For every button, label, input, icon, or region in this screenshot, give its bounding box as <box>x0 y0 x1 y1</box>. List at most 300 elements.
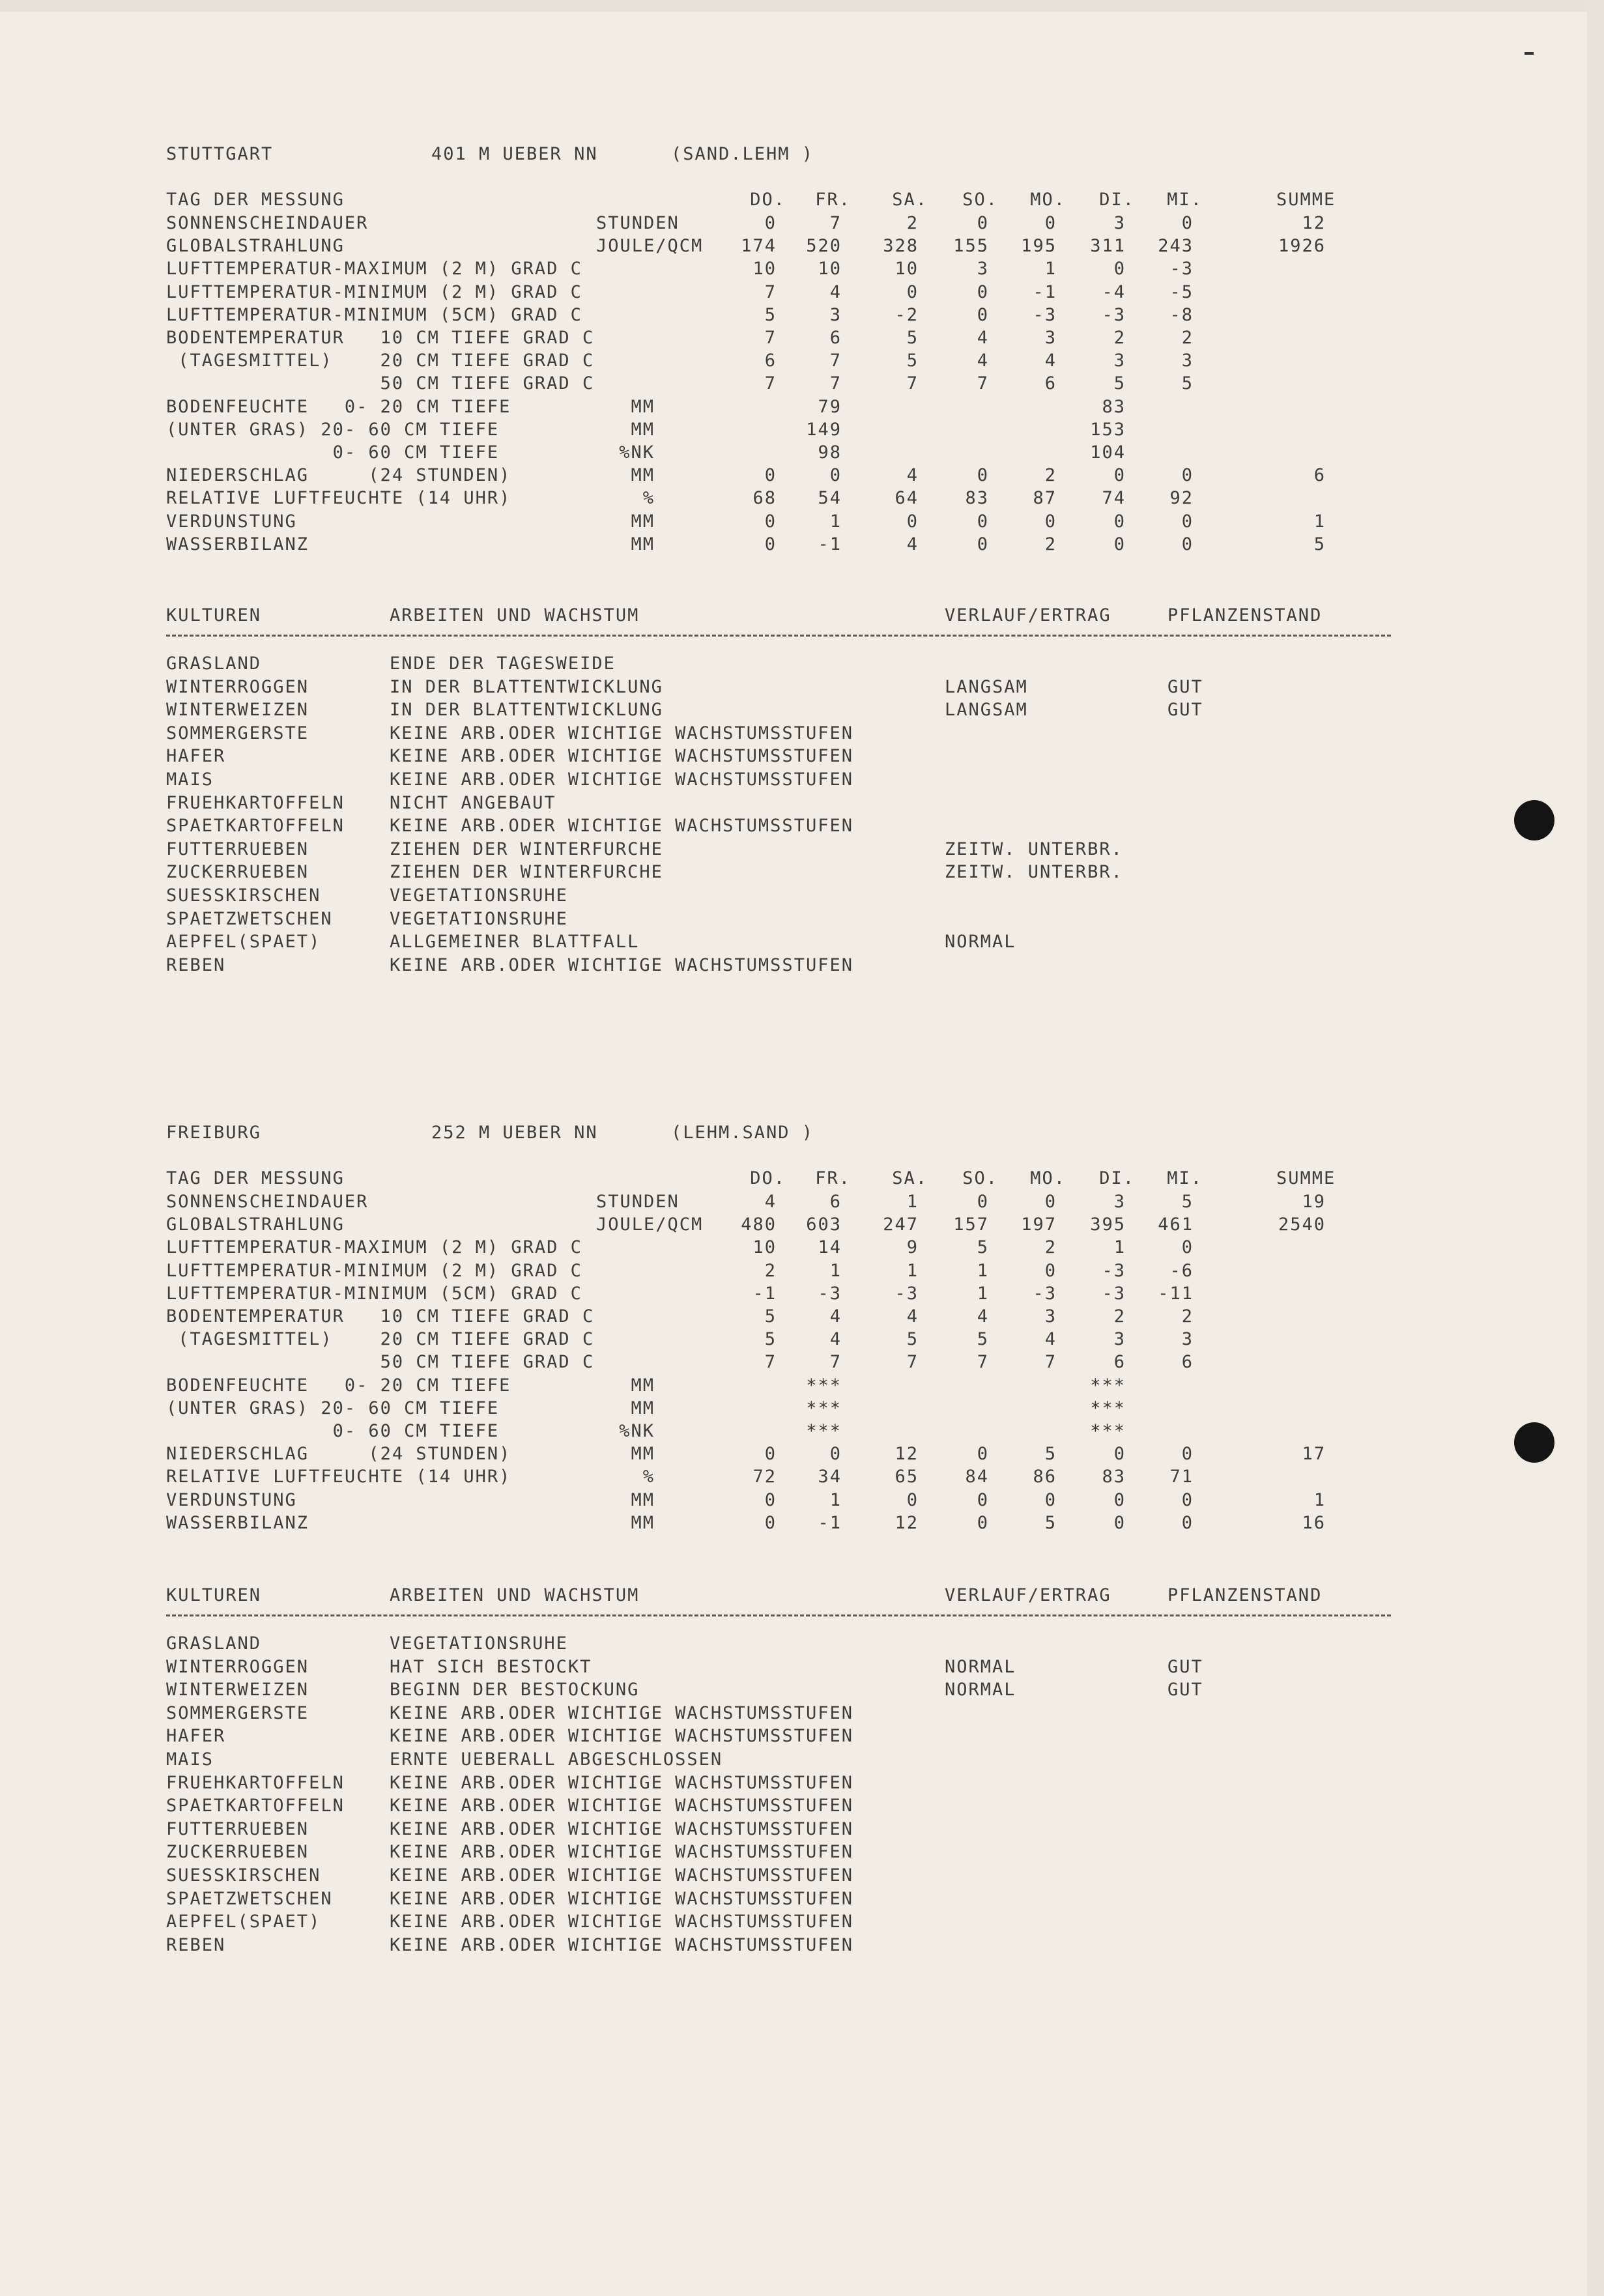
kultur-work: IN DER BLATTENTWICKLUNG <box>390 700 663 720</box>
kulturen-col-work: ARBEITEN UND WACHSTUM <box>390 605 640 625</box>
kulturen-col-verlauf: VERLAUF/ERTRAG <box>945 1585 1111 1605</box>
measurement-row <box>0 258 1604 280</box>
measurement-value: 3 <box>977 259 989 279</box>
measurement-value: 1 <box>829 1261 842 1281</box>
kultur-work: KEINE ARB.ODER WICHTIGE WACHSTUMSSTUFEN <box>390 1773 853 1793</box>
measurement-value: 0 <box>829 465 842 485</box>
measurement-label: VERDUNSTUNG <box>166 1490 297 1510</box>
measurement-row <box>0 487 1604 509</box>
measurement-value: 7 <box>764 328 777 348</box>
measurement-value: 54 <box>818 488 842 508</box>
measurement-value: 0 <box>906 1490 919 1510</box>
measurement-unit: MM <box>631 1398 655 1418</box>
measurement-value: 0 <box>977 282 989 302</box>
measurement-label: LUFTTEMPERATUR-MINIMUM (2 M) GRAD C <box>166 282 582 302</box>
page-top-edge <box>0 0 1604 12</box>
measurement-value: 2 <box>1113 328 1126 348</box>
measurement-value: 7 <box>906 373 919 394</box>
measurement-label: VERDUNSTUNG <box>166 511 297 532</box>
measurement-value: *** <box>1090 1421 1126 1441</box>
measurement-label: (TAGESMITTEL) 20 CM TIEFE GRAD C <box>166 1329 595 1349</box>
measurement-value: 0 <box>1113 511 1126 532</box>
kultur-row <box>0 908 1604 930</box>
measurement-value: 3 <box>1113 1329 1126 1349</box>
measurement-value: -5 <box>1169 282 1194 302</box>
measurement-row <box>0 1237 1604 1259</box>
measurement-row <box>0 511 1604 533</box>
measurement-value: 83 <box>965 488 989 508</box>
measurement-value: 87 <box>1033 488 1057 508</box>
measurement-unit: MM <box>631 1490 655 1510</box>
measurement-value: 5 <box>906 1329 919 1349</box>
measurement-row <box>0 373 1604 395</box>
measurement-value: 7 <box>977 1352 989 1372</box>
measurement-unit: MM <box>631 420 655 440</box>
measurement-value: 65 <box>895 1467 919 1487</box>
measurement-label: BODENTEMPERATUR 10 CM TIEFE GRAD C <box>166 1306 595 1327</box>
measurement-sum: 19 <box>1302 1192 1326 1212</box>
measurement-value: 395 <box>1090 1214 1126 1235</box>
measurement-value: 5 <box>977 1329 989 1349</box>
measurement-value: 4 <box>829 1306 842 1327</box>
measurement-unit: JOULE/QCM <box>596 236 704 256</box>
measurement-row <box>0 1398 1604 1420</box>
measurement-value: 14 <box>818 1237 842 1257</box>
measurement-label: (UNTER GRAS) 20- 60 CM TIEFE <box>166 420 500 440</box>
measurement-value: 520 <box>806 236 842 256</box>
measurement-value: 0 <box>977 213 989 233</box>
measurement-value: 2 <box>764 1261 777 1281</box>
measurement-value: 12 <box>895 1444 919 1464</box>
measurement-value: 1 <box>906 1192 919 1212</box>
measurement-label: BODENTEMPERATUR 10 CM TIEFE GRAD C <box>166 328 595 348</box>
kultur-crop: REBEN <box>166 1935 226 1955</box>
measurement-row <box>0 1375 1604 1397</box>
measurement-value: -6 <box>1169 1261 1194 1281</box>
measurement-value: -2 <box>895 305 919 325</box>
kultur-row <box>0 1888 1604 1910</box>
measurement-unit: MM <box>631 397 655 417</box>
measurement-value: 0 <box>977 511 989 532</box>
kultur-verlauf: NORMAL <box>945 1680 1016 1700</box>
measurement-value: -3 <box>1102 305 1126 325</box>
measurement-value: 0 <box>977 1192 989 1212</box>
measurement-value: 1 <box>1044 259 1057 279</box>
kultur-row <box>0 1702 1604 1725</box>
kultur-work: ZIEHEN DER WINTERFURCHE <box>390 862 663 882</box>
station-header <box>0 143 1604 165</box>
kulturen-header-row <box>0 1585 1604 1607</box>
measurement-value: 5 <box>1181 1192 1194 1212</box>
measurement-value: 1 <box>829 1490 842 1510</box>
measurement-value: 0 <box>977 305 989 325</box>
measurement-sum: 2540 <box>1278 1214 1326 1235</box>
measurement-label: SONNENSCHEINDAUER <box>166 1192 369 1212</box>
measurement-value: 10 <box>752 1237 777 1257</box>
kultur-row <box>0 1749 1604 1771</box>
measurement-value: 149 <box>806 420 842 440</box>
kultur-crop: GRASLAND <box>166 653 262 674</box>
kulturen-col-verlauf: VERLAUF/ERTRAG <box>945 605 1111 625</box>
kultur-row <box>0 839 1604 861</box>
measurement-value: 0 <box>1044 1490 1057 1510</box>
measurement-value: 0 <box>977 465 989 485</box>
measurement-value: 92 <box>1169 488 1194 508</box>
measurement-value: 74 <box>1102 488 1126 508</box>
station-name: FREIBURG <box>166 1123 262 1143</box>
measurement-sum: 1 <box>1313 511 1326 532</box>
measurement-value: 72 <box>752 1467 777 1487</box>
kultur-crop: HAFER <box>166 746 226 766</box>
measurement-label: 0- 60 CM TIEFE <box>166 442 500 463</box>
kulturen-col-crop: KULTUREN <box>166 605 262 625</box>
measurement-label: LUFTTEMPERATUR-MINIMUM (5CM) GRAD C <box>166 305 582 325</box>
measurement-label: LUFTTEMPERATUR-MAXIMUM (2 M) GRAD C <box>166 1237 582 1257</box>
measurement-value: 5 <box>906 351 919 371</box>
kultur-stand: GUT <box>1167 1657 1203 1677</box>
measurement-value: 2 <box>1044 534 1057 554</box>
kultur-row <box>0 676 1604 698</box>
measurement-value: -1 <box>818 1513 842 1533</box>
measurement-value: 0 <box>1044 213 1057 233</box>
station-soil: (SAND.LEHM ) <box>671 144 814 164</box>
kultur-crop: MAIS <box>166 1749 214 1770</box>
measurement-value: 5 <box>1113 373 1126 394</box>
measurement-value: -3 <box>1169 259 1194 279</box>
dashed-divider <box>166 1614 1391 1616</box>
measurement-value: 4 <box>764 1192 777 1212</box>
measurement-value: -3 <box>1102 1284 1126 1304</box>
kultur-crop: ZUCKERRUEBEN <box>166 1842 309 1862</box>
kultur-row <box>0 931 1604 953</box>
measurement-value: 3 <box>1181 1329 1194 1349</box>
kulturen-col-stand: PFLANZENSTAND <box>1167 1585 1323 1605</box>
measurement-value: 2 <box>1113 1306 1126 1327</box>
kultur-verlauf: ZEITW. UNTERBR. <box>945 862 1123 882</box>
day-label: DO. <box>750 190 786 210</box>
measurement-unit: MM <box>631 1375 655 1396</box>
kultur-verlauf: LANGSAM <box>945 700 1028 720</box>
measurement-label: GLOBALSTRAHLUNG <box>166 1214 345 1235</box>
measurement-value: 4 <box>1044 351 1057 371</box>
kultur-row <box>0 885 1604 907</box>
kultur-row <box>0 861 1604 883</box>
kultur-work: KEINE ARB.ODER WICHTIGE WACHSTUMSSTUFEN <box>390 723 853 743</box>
measurement-value: 0 <box>764 465 777 485</box>
kultur-work: KEINE ARB.ODER WICHTIGE WACHSTUMSSTUFEN <box>390 816 853 836</box>
measurement-value: 0 <box>764 1444 777 1464</box>
measurement-value: 0 <box>906 282 919 302</box>
measurement-value: 480 <box>741 1214 777 1235</box>
measurement-unit: MM <box>631 465 655 485</box>
day-row-label: TAG DER MESSUNG <box>166 1168 345 1188</box>
measurement-sum: 5 <box>1313 534 1326 554</box>
day-label: SA. <box>892 190 928 210</box>
kultur-work: KEINE ARB.ODER WICHTIGE WACHSTUMSSTUFEN <box>390 1703 853 1723</box>
measurement-value: 1 <box>977 1284 989 1304</box>
measurement-label: 50 CM TIEFE GRAD C <box>166 1352 595 1372</box>
kultur-row <box>0 769 1604 791</box>
margin-mark <box>1525 52 1534 55</box>
day-label: SA. <box>892 1168 928 1188</box>
measurement-label: LUFTTEMPERATUR-MINIMUM (5CM) GRAD C <box>166 1284 582 1304</box>
measurement-row <box>0 1443 1604 1465</box>
day-label: FR. <box>815 1168 851 1188</box>
measurement-value: -11 <box>1158 1284 1194 1304</box>
kultur-row <box>0 1841 1604 1863</box>
measurement-value: 0 <box>1181 1237 1194 1257</box>
measurement-value: 243 <box>1158 236 1194 256</box>
day-label: DO. <box>750 1168 786 1188</box>
measurement-value: 7 <box>1044 1352 1057 1372</box>
measurement-value: 4 <box>906 465 919 485</box>
measurement-value: 5 <box>764 1329 777 1349</box>
measurement-unit: % <box>642 488 655 508</box>
measurement-value: -3 <box>818 1284 842 1304</box>
measurement-value: -4 <box>1102 282 1126 302</box>
kultur-work: KEINE ARB.ODER WICHTIGE WACHSTUMSSTUFEN <box>390 1819 853 1839</box>
kulturen-col-work: ARBEITEN UND WACHSTUM <box>390 1585 640 1605</box>
kultur-stand: GUT <box>1167 700 1203 720</box>
measurement-value: 2 <box>1044 1237 1057 1257</box>
measurement-value: 157 <box>953 1214 989 1235</box>
measurement-value: 3 <box>1113 213 1126 233</box>
kultur-work: KEINE ARB.ODER WICHTIGE WACHSTUMSSTUFEN <box>390 955 853 975</box>
kultur-row <box>0 745 1604 768</box>
measurement-row <box>0 281 1604 304</box>
kultur-crop: FRUEHKARTOFFELN <box>166 793 345 813</box>
measurement-row <box>0 304 1604 326</box>
measurement-value: 2 <box>1044 465 1057 485</box>
kultur-work: VEGETATIONSRUHE <box>390 909 568 929</box>
measurement-sum: 12 <box>1302 213 1326 233</box>
measurement-sum: 16 <box>1302 1513 1326 1533</box>
measurement-value: -3 <box>895 1284 919 1304</box>
measurement-value: 3 <box>1044 1306 1057 1327</box>
measurement-row <box>0 1351 1604 1373</box>
measurement-value: 1 <box>1113 1237 1126 1257</box>
measurement-value: 7 <box>829 373 842 394</box>
kultur-work: KEINE ARB.ODER WICHTIGE WACHSTUMSSTUFEN <box>390 1889 853 1909</box>
kultur-row <box>0 723 1604 745</box>
measurement-value: 5 <box>764 1306 777 1327</box>
measurement-row <box>0 327 1604 349</box>
measurement-row <box>0 235 1604 257</box>
measurement-value: 311 <box>1090 236 1126 256</box>
measurement-row <box>0 1283 1604 1305</box>
measurement-value: 4 <box>906 534 919 554</box>
measurement-label: NIEDERSCHLAG (24 STUNDEN) <box>166 465 511 485</box>
measurement-value: 5 <box>977 1237 989 1257</box>
measurement-row <box>0 212 1604 235</box>
measurement-row <box>0 1328 1604 1351</box>
kultur-crop: WINTERWEIZEN <box>166 700 309 720</box>
kulturen-header-row <box>0 605 1604 627</box>
measurement-value: 5 <box>906 328 919 348</box>
measurement-value: 7 <box>829 1352 842 1372</box>
kultur-crop: SPAETKARTOFFELN <box>166 1796 345 1816</box>
measurement-value: 0 <box>1113 1490 1126 1510</box>
measurement-unit: MM <box>631 511 655 532</box>
measurement-sum: 6 <box>1313 465 1326 485</box>
kulturen-col-stand: PFLANZENSTAND <box>1167 605 1323 625</box>
kultur-work: ZIEHEN DER WINTERFURCHE <box>390 839 663 859</box>
measurement-value: 0 <box>1044 1192 1057 1212</box>
measurement-row <box>0 396 1604 418</box>
station-name: STUTTGART <box>166 144 274 164</box>
kultur-row <box>0 815 1604 837</box>
kultur-crop: SPAETZWETSCHEN <box>166 909 333 929</box>
kultur-work: VEGETATIONSRUHE <box>390 885 568 906</box>
measurement-value: 71 <box>1169 1467 1194 1487</box>
measurement-value: 0 <box>1044 1261 1057 1281</box>
kultur-work: KEINE ARB.ODER WICHTIGE WACHSTUMSSTUFEN <box>390 769 853 790</box>
measurement-value: 64 <box>895 488 919 508</box>
measurement-value: 1 <box>906 1261 919 1281</box>
measurement-value: 79 <box>818 397 842 417</box>
kultur-crop: ZUCKERRUEBEN <box>166 862 309 882</box>
measurement-value: -8 <box>1169 305 1194 325</box>
kultur-row <box>0 1934 1604 1957</box>
measurement-label: WASSERBILANZ <box>166 1513 309 1533</box>
measurement-value: 0 <box>1113 259 1126 279</box>
kultur-work: HAT SICH BESTOCKT <box>390 1657 592 1677</box>
kultur-work: KEINE ARB.ODER WICHTIGE WACHSTUMSSTUFEN <box>390 1842 853 1862</box>
kultur-row <box>0 699 1604 721</box>
measurement-unit: MM <box>631 1513 655 1533</box>
measurement-value: 83 <box>1102 1467 1126 1487</box>
measurement-value: 4 <box>829 282 842 302</box>
measurement-value: 247 <box>883 1214 919 1235</box>
kultur-work: NICHT ANGEBAUT <box>390 793 556 813</box>
measurement-value: 4 <box>829 1329 842 1349</box>
kultur-row <box>0 1795 1604 1817</box>
measurement-value: 4 <box>977 1306 989 1327</box>
day-label: FR. <box>815 190 851 210</box>
measurement-value: 0 <box>1113 1513 1126 1533</box>
measurement-value: 0 <box>764 213 777 233</box>
measurement-value: 0 <box>764 511 777 532</box>
measurement-row <box>0 465 1604 487</box>
measurement-label: LUFTTEMPERATUR-MINIMUM (2 M) GRAD C <box>166 1261 582 1281</box>
station-header <box>0 1122 1604 1144</box>
measurement-row <box>0 1512 1604 1534</box>
kultur-work: IN DER BLATTENTWICKLUNG <box>390 677 663 697</box>
measurement-label: BODENFEUCHTE 0- 20 CM TIEFE <box>166 1375 511 1396</box>
measurement-value: 0 <box>1113 534 1126 554</box>
kultur-row <box>0 954 1604 977</box>
kultur-work: ALLGEMEINER BLATTFALL <box>390 932 640 952</box>
kultur-row <box>0 653 1604 675</box>
measurement-value: 104 <box>1090 442 1126 463</box>
measurement-value: 10 <box>895 259 919 279</box>
measurement-value: 174 <box>741 236 777 256</box>
measurement-unit: % <box>642 1467 655 1487</box>
kultur-crop: AEPFEL(SPAET) <box>166 932 321 952</box>
measurement-value: 6 <box>764 351 777 371</box>
measurement-value: 6 <box>1044 373 1057 394</box>
measurement-unit: MM <box>631 1444 655 1464</box>
day-label: MI. <box>1167 1168 1203 1188</box>
kultur-verlauf: NORMAL <box>945 1657 1016 1677</box>
day-label: DI. <box>1099 190 1135 210</box>
measurement-row <box>0 534 1604 556</box>
measurement-value: 12 <box>895 1513 919 1533</box>
measurement-value: 0 <box>977 1513 989 1533</box>
measurement-row <box>0 1214 1604 1236</box>
measurement-unit: STUNDEN <box>596 213 680 233</box>
measurement-unit: STUNDEN <box>596 1192 680 1212</box>
measurement-label: GLOBALSTRAHLUNG <box>166 236 345 256</box>
kultur-work: ERNTE UEBERALL ABGESCHLOSSEN <box>390 1749 723 1770</box>
kulturen-col-crop: KULTUREN <box>166 1585 262 1605</box>
kultur-work: KEINE ARB.ODER WICHTIGE WACHSTUMSSTUFEN <box>390 1912 853 1932</box>
measurement-value: 0 <box>977 1444 989 1464</box>
kultur-work: KEINE ARB.ODER WICHTIGE WACHSTUMSSTUFEN <box>390 1796 853 1816</box>
day-row-label: TAG DER MESSUNG <box>166 190 345 210</box>
measurement-value: 83 <box>1102 397 1126 417</box>
day-label: MI. <box>1167 190 1203 210</box>
measurement-value: 5 <box>1181 373 1194 394</box>
measurement-value: 7 <box>829 213 842 233</box>
measurement-value: 4 <box>977 328 989 348</box>
measurement-unit: MM <box>631 534 655 554</box>
measurement-row <box>0 1306 1604 1328</box>
kultur-crop: SPAETZWETSCHEN <box>166 1889 333 1909</box>
measurement-value: 7 <box>977 373 989 394</box>
measurement-value: 3 <box>1113 351 1126 371</box>
measurement-value: 0 <box>1181 213 1194 233</box>
measurement-value: 0 <box>977 534 989 554</box>
measurement-unit: %NK <box>619 442 655 463</box>
measurement-label: RELATIVE LUFTFEUCHTE (14 UHR) <box>166 488 511 508</box>
measurement-unit: %NK <box>619 1421 655 1441</box>
sum-header: SUMME <box>1276 1168 1336 1188</box>
day-label: SO. <box>962 1168 998 1188</box>
measurement-row <box>0 1191 1604 1213</box>
measurement-value: -1 <box>752 1284 777 1304</box>
kultur-crop: SOMMERGERSTE <box>166 1703 309 1723</box>
measurement-value: 195 <box>1021 236 1057 256</box>
measurement-label: BODENFEUCHTE 0- 20 CM TIEFE <box>166 397 511 417</box>
station-soil: (LEHM.SAND ) <box>671 1123 814 1143</box>
kultur-crop: SPAETKARTOFFELN <box>166 816 345 836</box>
kultur-verlauf: ZEITW. UNTERBR. <box>945 839 1123 859</box>
measurement-label: 50 CM TIEFE GRAD C <box>166 373 595 394</box>
measurement-value: 4 <box>1044 1329 1057 1349</box>
measurement-value: 4 <box>906 1306 919 1327</box>
measurement-value: *** <box>806 1375 842 1396</box>
measurement-label: (TAGESMITTEL) 20 CM TIEFE GRAD C <box>166 351 595 371</box>
measurement-value: *** <box>806 1398 842 1418</box>
measurement-row <box>0 419 1604 441</box>
measurement-label: 0- 60 CM TIEFE <box>166 1421 500 1441</box>
kultur-crop: WINTERROGGEN <box>166 677 309 697</box>
measurement-label: NIEDERSCHLAG (24 STUNDEN) <box>166 1444 511 1464</box>
kultur-work: BEGINN DER BESTOCKUNG <box>390 1680 640 1700</box>
measurement-label: LUFTTEMPERATUR-MAXIMUM (2 M) GRAD C <box>166 259 582 279</box>
kultur-verlauf: LANGSAM <box>945 677 1028 697</box>
measurement-value: -3 <box>1102 1261 1126 1281</box>
day-label: MO. <box>1030 190 1066 210</box>
measurement-value: 0 <box>977 1490 989 1510</box>
measurement-value: 86 <box>1033 1467 1057 1487</box>
measurement-value: 0 <box>764 1513 777 1533</box>
kultur-crop: AEPFEL(SPAET) <box>166 1912 321 1932</box>
measurement-value: 68 <box>752 488 777 508</box>
measurement-value: 84 <box>965 1467 989 1487</box>
measurement-value: 0 <box>764 534 777 554</box>
